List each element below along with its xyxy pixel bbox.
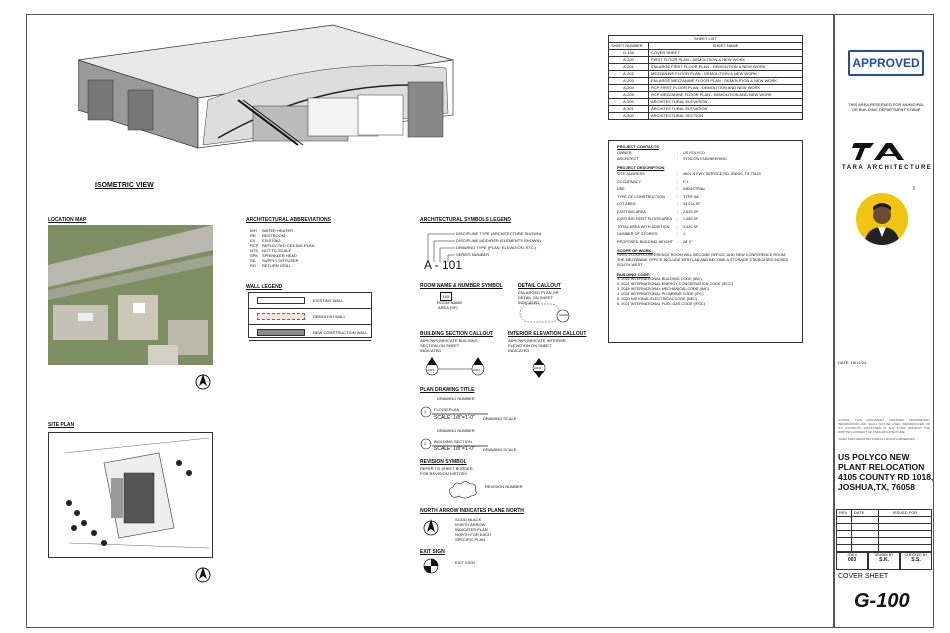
abbrev-row: [250, 263, 314, 268]
desc-key: EXISTING AREA: [617, 209, 646, 214]
desc-row: [617, 187, 794, 192]
sheet-number: G-100: [854, 590, 910, 612]
abbrev-desc: WATER HEATER: [262, 228, 294, 233]
plan-title-icon: [418, 400, 498, 426]
isometric-drawing: [78, 20, 458, 165]
drawn-value: S.K.: [879, 557, 889, 563]
contact-key: OWNER: [617, 151, 632, 155]
sheet-name-cell: COVER SHEET: [649, 50, 803, 57]
desc-key: NUMBER OF STORIES: [617, 232, 658, 236]
sheet-name-cell: RCP FIRST FLOOR PLAN - DEMOLITION AND NEW WORK: [649, 85, 803, 92]
area-reserved-text: THIS AREA RESERVED FOR MUNICIPAL OR BUILDING DEPARTMENT STAMP: [848, 102, 924, 112]
sheet-number-cell: A-300: [609, 99, 649, 106]
abbrev-code: EX: [250, 238, 256, 243]
approved-stamp: APPROVED: [848, 50, 924, 76]
room-symbol-title: ROOM NAME & NUMBER SYMBOL: [420, 283, 503, 289]
wall-legend-label: EXISTING WALL: [313, 298, 344, 303]
bsection-code-a: A301: [427, 368, 435, 372]
section-title-icon: [418, 432, 498, 458]
drawing-type-label: DRAWING TYPE (PLAN, ELEVATION, ETC.): [456, 245, 537, 250]
sheet-title: COVER SHEET: [838, 573, 889, 580]
sheet-number-cell: A-400: [609, 113, 649, 120]
ielev-title: INTERIOR ELEVATION CALLOUT: [508, 331, 587, 337]
desc-colon: :: [677, 187, 679, 191]
abbrev-desc: NOT TO SCALE: [262, 248, 292, 253]
desc-colon: :: [677, 194, 679, 199]
ielev-text: ARROWS INDICATE INTERIOR ELEVATION ON SHEET INDICATED: [508, 338, 566, 353]
code-item: 6. 2021 INTERNATIONAL FUEL GAS CODE (IFGC): [617, 301, 706, 306]
sheet-number-cell: A-200: [609, 57, 649, 64]
desc-value: 2,625 SF: [683, 209, 699, 214]
sheet-list-row: [609, 50, 803, 57]
scope-text: FIRST-FLOOR CONFERENCE ROOM WILL BECOME OFFICE, AND NEW CONFERENCE ROOM. THE MEZZANINE OFFICE INCLUDE WITH LAB AND BECOME A STORAGE STAIRCASED MOVED SOUTH-WEST.: [617, 252, 789, 267]
desc-colon: :: [677, 172, 679, 176]
detail-callout-title: DETAIL CALLOUT: [518, 283, 561, 289]
bsection-icon: [420, 355, 490, 377]
drawing-scale-label: DRAWING SCALE: [483, 416, 517, 421]
room-name-label: ROOM NAME: [437, 300, 463, 305]
sheet-list-row: [609, 64, 803, 71]
job-value: 003: [847, 557, 857, 563]
wall-legend-row: [249, 293, 371, 309]
drawing-number-label-2: DRAWING NUMBER: [437, 428, 475, 433]
sheet-list-row: [609, 99, 803, 106]
abbrev-desc: EXISTING: [262, 238, 281, 243]
sheet-number-cell: A-204: [609, 85, 649, 92]
desc-value: 1,055 SF: [683, 217, 699, 221]
sheet-list-row: [609, 106, 803, 113]
bsection-title: BUILDING SECTION CALLOUT: [420, 331, 494, 337]
sheet-list-col-name: SHEET NAME: [649, 43, 803, 50]
company-name: TARA ARCHITECTURE: [842, 165, 933, 171]
north-arrow-icon: [193, 563, 213, 583]
desc-value: 3,420 SF: [683, 224, 699, 229]
revision-title: REVISION SYMBOL: [420, 459, 467, 465]
contacts-heading: PROJECT CONTACTS: [617, 144, 659, 149]
desc-row: [617, 195, 794, 200]
sheet-list: [608, 35, 803, 120]
revision-cloud-icon: [445, 479, 485, 501]
sheet-list-col-number: SHEET NUMBER: [609, 43, 649, 50]
revision-text: REFER TO SHEET BORDER FOR REVISION HISTORY: [420, 466, 473, 476]
floor-plan-scale: SCALE: 1/8"=1'-0": [434, 415, 475, 421]
desc-colon: :: [677, 209, 679, 214]
rev-col-header: REV: [837, 510, 852, 517]
avatar: [856, 193, 908, 245]
project-name: US POLYCO NEW PLANT RELOCATION: [838, 452, 925, 472]
north-symbol-text: SOLID BLACK NORTH ARROW INDICATES PLAN NORTH FOR EACH SPECIFIC PLAN: [455, 517, 491, 542]
desc-value: F-1: [683, 179, 689, 184]
contact-colon: :: [677, 157, 679, 161]
desc-heading: PROJECT DESCRIPTION: [617, 165, 665, 170]
desc-colon: :: [677, 232, 679, 236]
checked-value: S.S.: [911, 557, 921, 563]
code-heading: BUILDING CODE:: [617, 271, 651, 277]
sheet-list-heading: SHEET LIST: [609, 36, 803, 43]
sheet-number-cell: A-205: [609, 92, 649, 99]
plan-num: 1: [424, 409, 427, 414]
bsection-code-b: A301: [473, 368, 481, 372]
abbrev-desc: RETURN GRILL: [262, 263, 292, 268]
job-label: JOB #: [847, 553, 857, 557]
exit-sign-icon: [420, 555, 442, 577]
sheet-name-cell: ARCHITECTURAL SECTION: [649, 113, 803, 120]
copyright-text: ©2024 TARA ARCHITECTURE ALL RIGHTS RESERVED: [838, 437, 915, 441]
abbrev-code: SPK: [250, 253, 259, 258]
abbrev-code: RG: [250, 263, 256, 268]
abbrev-desc: SPRINKLER HEAD: [262, 253, 297, 258]
desc-key: LOT AREA: [617, 202, 636, 206]
project-info-box: [608, 140, 803, 343]
desc-key: TYPE OF CONSTRUCTION: [617, 194, 665, 199]
desc-colon: :: [677, 179, 679, 184]
revision-number-label: REVISION NUMBER: [485, 484, 523, 489]
sheet-list-row: [609, 113, 803, 120]
building-section-label: BUILDING SECTION: [434, 439, 472, 444]
notice-text: NOTICE: THIS DOCUMENT CONTAINS PROPRIETARY INFORMATION AND SHALL NOT BE USED, REPRODUCED OR ITS CONTENTS DISCLOSED IN ANY FORM WITHOUT THE WRITTEN CONSENT OF TARA ARCHITECTURE.: [838, 418, 930, 434]
checked-label: CHECKED BY: [904, 553, 928, 557]
wall-swatch: [257, 313, 305, 320]
abbrev-code: NTS: [250, 248, 258, 253]
floor-plan-label: FLOOR PLAN: [434, 407, 460, 412]
wall-legend-label: NEW CONSTRUCTION WALL: [313, 330, 368, 335]
detail-callout-text: ENLARGED PLAN OR DETAIL ON SHEET INDICATED: [518, 290, 559, 305]
site-plan-title: SITE PLAN: [48, 422, 75, 428]
disc-type-label: DISCIPLINE TYPE (ARCHITECTURE SHOWN): [456, 231, 542, 236]
disc-mod-label: DISCIPLINE MODIFIER (ELEMENTS SHOWN): [456, 238, 541, 243]
desc-row: [617, 202, 794, 207]
job-info-row: [836, 552, 932, 570]
code-item: 3. 2018 INTERNATIONAL MECHANICAL CODE (IMC): [617, 286, 710, 291]
abbrev-list: [250, 228, 314, 268]
contact-row: [617, 157, 794, 162]
code-item: 2. 2021 INTERNATIONAL ENERGY CONSERVATION CODE (IECC): [617, 281, 734, 286]
desc-colon: :: [677, 239, 679, 244]
project-address: 4105 COUNTY RD 1018, JOSHUA,TX, 76058: [838, 472, 934, 492]
desc-value: INDUSTRIAL: [683, 187, 706, 191]
section-scale: SCALE: 1/8"=1'-0": [434, 446, 475, 452]
sheet-name-cell: ENLARGE FIRST FLOOR PLAN - DEMOLITION & NEW WORK: [649, 64, 803, 71]
contact-key: ARCHITECT: [617, 157, 639, 161]
desc-row: [617, 172, 794, 177]
contact-value: US POLYCO: [683, 151, 705, 155]
desc-key: SITE ADDRESS: [617, 172, 645, 176]
code-item: 5. 2020 NATIONAL ELECTRICAL CODE (NEC): [617, 296, 698, 301]
sheet-number-cell: A-301: [609, 106, 649, 113]
sheet-list-row: [609, 78, 803, 85]
sheet-number-cell: A-203: [609, 78, 649, 85]
sheet-name-cell: FIRST FLOOR PLAN - DEMOLITION & NEW WORK: [649, 57, 803, 64]
room-area-label: AREA (SF): [438, 305, 458, 310]
site-plan-drawing: [48, 432, 213, 558]
abbrev-code: RR: [250, 233, 256, 238]
bsection-text: ARROWS INDICATE BUILDING SECTION ON SHEET INDICATED: [420, 338, 478, 353]
desc-value: TYPE IIA: [683, 194, 699, 199]
north-symbol-title: NORTH ARROW INDICATES PLANE NORTH: [420, 508, 524, 514]
code-item: 4. 2021 INTERNATIONAL PLUMBING CODE (IPC): [617, 291, 704, 296]
contact-colon: :: [677, 151, 679, 155]
desc-key: USE: [617, 187, 625, 191]
wall-legend-title: WALL LEGEND: [246, 284, 283, 290]
sheet-list-row: [609, 85, 803, 92]
desc-row: [617, 180, 794, 185]
series-number-label: SERIES NUMBER: [456, 252, 490, 257]
pdtitle-title: PLAN DRAWING TITLE: [420, 387, 475, 393]
desc-value: 4601 N FWY SERVICE RD, ENNIS, TX 75119: [683, 172, 761, 176]
drawing-scale-label-2: DRAWING SCALE: [483, 447, 517, 452]
drawing-number-label: DRAWING NUMBER: [437, 396, 475, 401]
code-item: 1. 2021 INTERNATIONAL BUILDING CODE (IBC): [617, 276, 702, 281]
desc-colon: :: [677, 217, 679, 221]
wall-swatch: [257, 297, 305, 304]
sheet-list-row: [609, 92, 803, 99]
abbrev-code: RCP: [250, 243, 259, 248]
north-arrow-icon: [193, 370, 213, 390]
photo-caption: PE: [912, 185, 917, 191]
sheet-number-cell: A-201: [609, 64, 649, 71]
date-text: DATE: 15/12/24: [838, 360, 867, 365]
desc-row: [617, 210, 794, 215]
desc-value: 28' 0": [683, 239, 693, 244]
desc-colon: :: [677, 202, 679, 206]
contact-value: SYNCON ENGINEERING: [683, 157, 727, 161]
sheet-list-row: [609, 71, 803, 78]
desc-row: [617, 225, 794, 230]
location-map-title: LOCATION MAP: [48, 217, 87, 223]
isometric-title: ISOMETRIC VIEW: [95, 182, 154, 189]
sheet-code-example: A - 101: [424, 258, 463, 272]
date-col-header: DATE: [852, 510, 879, 517]
desc-key: TOTAL AREA WITH ADDITION: [617, 224, 670, 229]
room-number-box: 105: [440, 292, 452, 301]
sheet-name-cell: RCP MEZZANINE FLOOR PLAN - DEMOLITION AND NEW WORK: [649, 92, 803, 99]
detail-callout-code: 3/A201: [559, 313, 569, 317]
desc-row: [617, 240, 794, 245]
abbrev-desc: SUPPLY DIFFUSER: [262, 258, 299, 263]
sheet-number-cell: A-202: [609, 71, 649, 78]
sheet-list-row: [609, 57, 803, 64]
issued-col-header: ISSUED FOR: [879, 510, 932, 517]
plan-north-icon: [420, 515, 442, 539]
abbrev-desc: REFLECTED CEILING PLAN: [262, 243, 315, 248]
desc-key: PROPOSED BUILDING HEIGHT: [617, 239, 673, 244]
drawn-label: DRAWN BY: [874, 553, 894, 557]
desc-value: 15,014 SF: [683, 202, 701, 206]
desc-key: OCCUPANCY: [617, 179, 641, 184]
desc-key: EXISTING FIRST FLOOR AREA: [617, 217, 672, 221]
exit-title: EXIT SIGN: [420, 549, 445, 555]
sheet-name-cell: MEZZANINE FLOOR PLAN - DEMOLITION & NEW WORK: [649, 71, 803, 78]
symbols-title: ARCHITECTURAL SYMBOLS LEGEND: [420, 217, 512, 223]
section-num: 2: [424, 441, 427, 446]
sheet-number-cell: G-100: [609, 50, 649, 57]
abbrev-code: WH: [250, 228, 257, 233]
wall-legend: [248, 292, 372, 338]
tara-logo-icon: [852, 140, 912, 162]
sheet-name-cell: ARCHITECTURAL ELEVATION: [649, 99, 803, 106]
abbrev-title: ARCHITECTURAL ABBREVIATIONS: [246, 217, 331, 223]
wall-legend-label: DEMOLISH WALL: [313, 314, 346, 319]
wall-legend-row: [249, 325, 371, 341]
desc-value: 1: [683, 232, 686, 236]
abbrev-code: SD: [250, 258, 256, 263]
scope-heading: SCOPE OF WORK:: [617, 247, 653, 253]
location-map-image: [48, 225, 213, 365]
abbrev-desc: RESTROOM: [262, 233, 286, 238]
desc-colon: :: [677, 224, 679, 229]
revision-table: [836, 509, 932, 552]
wall-swatch: [257, 329, 305, 336]
exit-sign-label: EXIT SIGN: [455, 560, 475, 565]
desc-row: [617, 232, 794, 237]
ielev-code-a: A201: [534, 366, 542, 370]
wall-legend-row: [249, 309, 371, 325]
sheet-name-cell: ENLARGE MEZZANINE FLOOR PLAN - DEMOLITION & NEW WORK: [649, 78, 803, 85]
contact-row: [617, 151, 794, 156]
desc-row: [617, 217, 794, 222]
sheet-name-cell: ARCHITECTURAL ELEVATION: [649, 106, 803, 113]
